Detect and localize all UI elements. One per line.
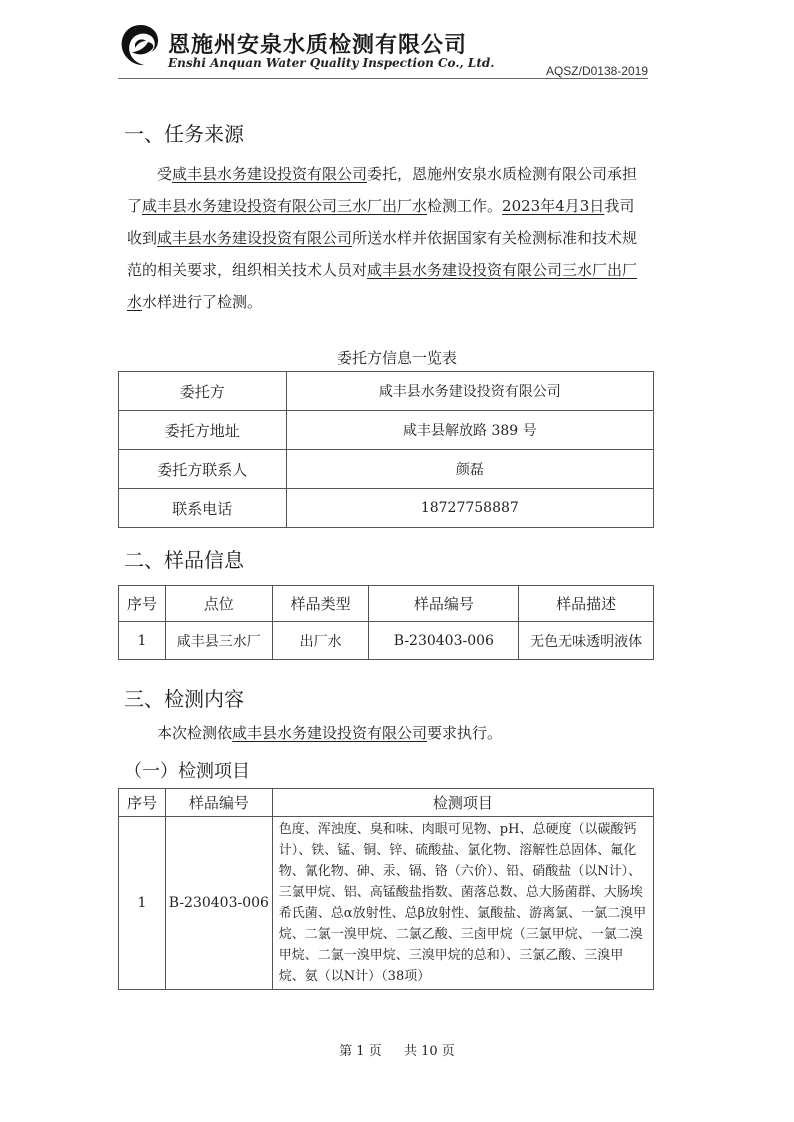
client-name: 咸丰县水务建设投资有限公司 — [172, 165, 368, 183]
sample-name: 咸丰县水务建设投资有限公司三水厂出厂水 — [127, 261, 638, 311]
table-row: 联系电话 18727758887 — [119, 489, 654, 528]
test-basis-paragraph: 本次检测依咸丰县水务建设投资有限公司要求执行。 — [157, 724, 503, 742]
sample-info-table — [118, 585, 654, 660]
letterhead — [118, 22, 648, 78]
page-number: 第 1 页 — [339, 1044, 382, 1059]
header-divider — [118, 78, 648, 79]
client-info-table — [118, 371, 654, 528]
task-source-paragraph: 受咸丰县水务建设投资有限公司委托，恩施州安泉水质检测有限公司承担了咸丰县水务建设投资有限公司三水厂出厂水检测工作。2023年4月3日我司收到咸丰县水务建设投资有限公司所送水样并依据国家有关检测标准和技术规范的相关要求，组织相关技术人员对咸丰县水务建设投资有限公司三水厂出厂水水样进行了检测。 — [127, 165, 638, 311]
document-code: AQSZ/D0138-2019 — [545, 64, 648, 78]
receive-date: 2023年4月3日 — [502, 197, 605, 215]
page-total: 共 10 页 — [404, 1044, 455, 1059]
subsection-title-test-items: （一）检测项目 — [124, 761, 250, 782]
table-header-row: 序号 点位 样品类型 样品编号 样品描述 — [119, 586, 654, 622]
section-title-sample-info: 二、样品信息 — [124, 548, 244, 572]
table-row: 委托方 咸丰县水务建设投资有限公司 — [119, 372, 654, 411]
table-row: 1 咸丰县三水厂 出厂水 B-230403-006 无色无味透明液体 — [119, 622, 654, 660]
company-name-en: Enshi Anquan Water Quality Inspection Co., Ltd. — [168, 56, 495, 70]
company-name-cn: 恩施州安泉水质检测有限公司 — [168, 33, 468, 58]
section-title-task-source: 一、任务来源 — [124, 122, 244, 146]
test-items-table — [118, 788, 654, 990]
table-row: 委托方联系人 颜磊 — [119, 450, 654, 489]
client-table-caption: 委托方信息一览表 — [336, 349, 457, 367]
section-title-test-content: 三、检测内容 — [124, 687, 244, 711]
table-row: 委托方地址 咸丰县解放路 389 号 — [119, 411, 654, 450]
test-items-list: 色度、浑浊度、臭和味、肉眼可见物、pH、总硬度（以碳酸钙计）、铁、锰、铜、锌、硫酸盐、氯化物、溶解性总固体、氟化物、氰化物、砷、汞、镉、铬（六价）、铅、硝酸盐（以N计）、三氯甲烷、铝、高锰酸盐指数、菌落总数、总大肠菌群、大肠埃希氏菌、总α放射性、总β放射性、氯酸盐、游离氯、一氯二溴甲烷、二氯一溴甲烷、二氯乙酸、三卤甲烷（三氯甲烷、一氯二溴甲烷、二氯一溴甲烷、三溴甲烷的总和）、三氯乙酸、三溴甲烷、氨（以N计）（38项） — [272, 817, 653, 990]
table-row: 1 B-230403-006 色度、浑浊度、臭和味、肉眼可见物、pH、总硬度（以碳酸钙计）、铁、锰、铜、锌、硫酸盐、氯化物、溶解性总固体、氟化物、氰化物、砷、汞、镉、铬（六价）、铅、硝酸盐（以N计）、三氯甲烷、铝、高锰酸盐指数、菌落总数、总大肠菌群、大肠埃希氏菌、总α放射性、总β放射性、氯酸盐、游离氯、一氯二溴甲烷、二氯一溴甲烷、二氯乙酸、三卤甲烷（三氯甲烷、一氯二溴甲烷、二氯一溴甲烷、三溴甲烷的总和）、三氯乙酸、三溴甲烷、氨（以N计）（38项） — [119, 817, 654, 990]
project-name: 咸丰县水务建设投资有限公司三水厂出厂水 — [142, 197, 428, 215]
page-footer — [0, 1040, 794, 1059]
company-logo-icon — [118, 22, 164, 68]
table-header-row: 序号 样品编号 检测项目 — [119, 789, 654, 817]
